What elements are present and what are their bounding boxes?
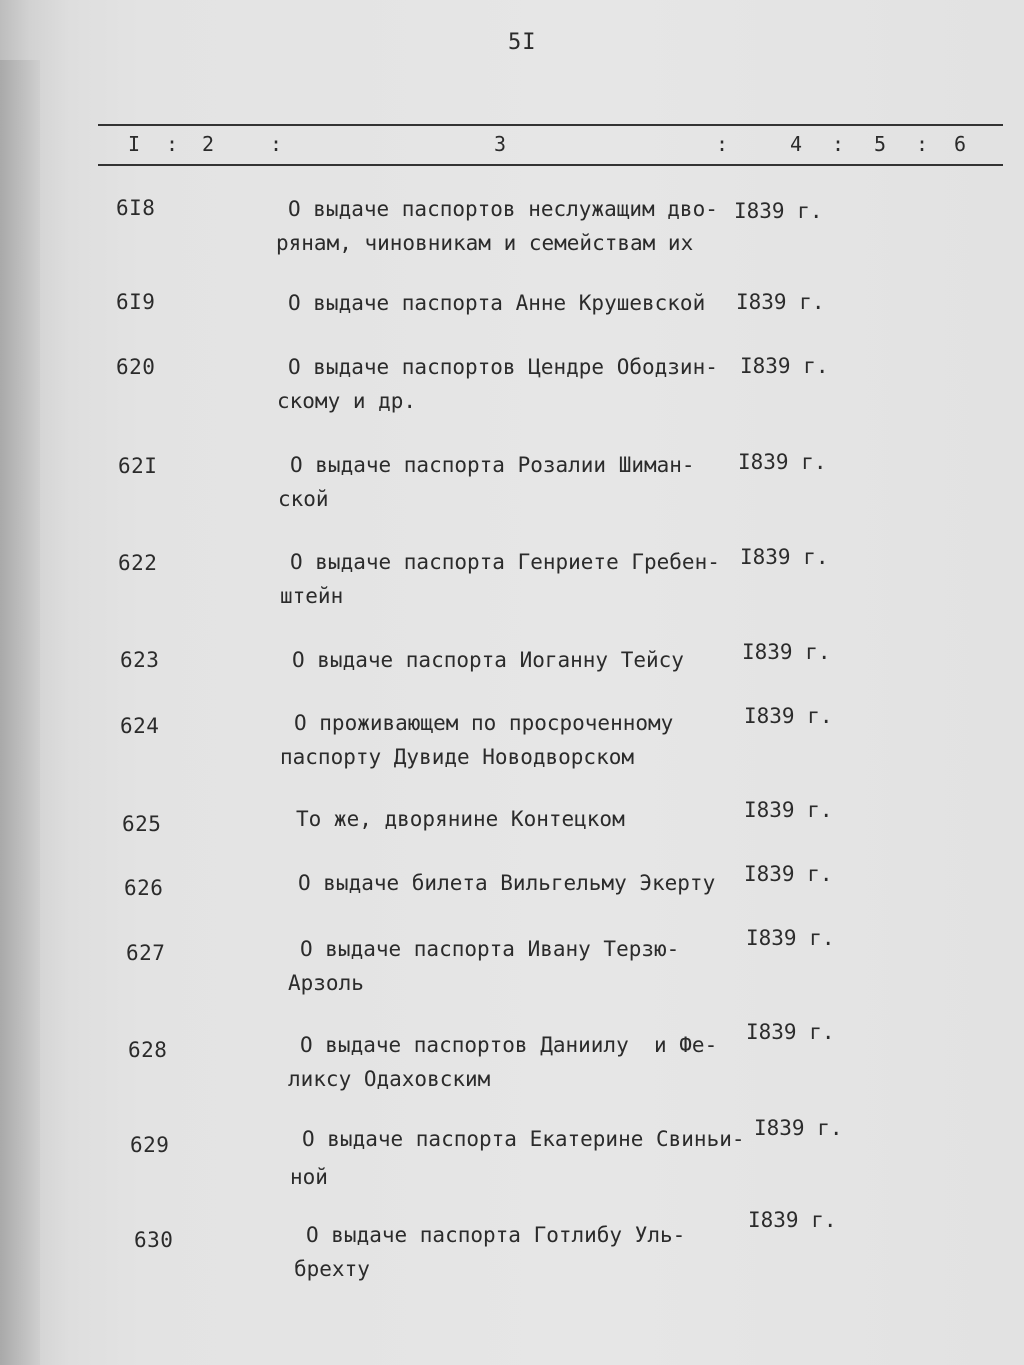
entry-year: I839 г.: [746, 926, 835, 950]
entry-number: 628: [128, 1038, 168, 1062]
entry-description-line1: О проживающем по просроченному: [294, 711, 674, 735]
entry-description-line1: О выдаче билета Вильгельму Экерту: [298, 871, 716, 895]
entry-description-line1: О выдаче паспорта Генриете Гребен-: [290, 550, 720, 574]
entry-number: 625: [122, 812, 162, 836]
header-separator: :: [166, 132, 179, 156]
entry-year: I839 г.: [736, 290, 825, 314]
entry-number: 622: [118, 551, 158, 575]
entry-year: I839 г.: [734, 199, 823, 223]
entry-description-line2: паспорту Дувиде Новодворском: [280, 745, 635, 769]
entry-description-line2: рянам, чиновникам и семействам их: [276, 231, 694, 255]
entry-number: 623: [120, 648, 160, 672]
entry-year: I839 г.: [740, 354, 829, 378]
header-col-3: 3: [494, 132, 507, 156]
entry-description-line1: О выдаче паспорта Анне Крушевской: [288, 291, 706, 315]
page-binding-edge: [0, 60, 40, 1365]
header-separator: :: [270, 132, 283, 156]
entry-number: 6I9: [116, 290, 156, 314]
header-col-6: 6: [954, 132, 967, 156]
entry-description-line2: штейн: [280, 584, 344, 608]
header-separator: :: [716, 132, 729, 156]
entry-year: I839 г.: [738, 450, 827, 474]
entry-year: I839 г.: [740, 545, 829, 569]
entry-description-line1: О выдаче паспорта Розалии Шиман-: [290, 453, 695, 477]
entry-year: I839 г.: [742, 640, 831, 664]
entry-year: I839 г.: [744, 704, 833, 728]
entry-description-line1: То же, дворянине Контецком: [296, 807, 625, 831]
entry-number: 6I8: [116, 196, 156, 220]
entry-number: 629: [130, 1133, 170, 1157]
entry-description-line1: О выдаче паспортов неслужащим дво-: [288, 197, 718, 221]
entry-description-line1: О выдаче паспортов Даниилу и Фе-: [300, 1033, 718, 1057]
entry-description-line1: О выдаче паспорта Готлибу Уль-: [306, 1223, 686, 1247]
entry-year: I839 г.: [748, 1208, 837, 1232]
page-number: 5I: [508, 30, 537, 55]
entry-description-line2: брехту: [294, 1257, 370, 1281]
header-top-rule: [98, 124, 1003, 126]
entry-year: I839 г.: [754, 1116, 843, 1140]
entry-description-line1: О выдаче паспорта Екатерине Свиньи-: [302, 1127, 745, 1151]
entry-number: 630: [134, 1228, 174, 1252]
header-col-1: I: [128, 132, 141, 156]
header-separator: :: [916, 132, 929, 156]
entry-number: 62I: [118, 454, 158, 478]
header-bottom-rule: [98, 164, 1003, 166]
entry-number: 627: [126, 941, 166, 965]
entry-year: I839 г.: [744, 798, 833, 822]
entry-description-line1: О выдаче паспорта Иоганну Тейсу: [292, 648, 684, 672]
entry-description-line2: Арзоль: [288, 971, 364, 995]
entry-description-line1: О выдаче паспорта Ивану Терзю-: [300, 937, 680, 961]
entry-description-line2: ской: [278, 487, 329, 511]
entry-year: I839 г.: [746, 1020, 835, 1044]
entry-description-line1: О выдаче паспортов Цендре Ободзин-: [288, 355, 718, 379]
header-separator: :: [832, 132, 845, 156]
entry-number: 620: [116, 355, 156, 379]
entry-description-line2: ликсу Одаховским: [288, 1067, 491, 1091]
entry-year: I839 г.: [744, 862, 833, 886]
header-col-5: 5: [874, 132, 887, 156]
entry-description-line2: ной: [290, 1165, 328, 1189]
header-col-4: 4: [790, 132, 803, 156]
entry-description-line2: скому и др.: [277, 389, 417, 413]
entry-number: 626: [124, 876, 164, 900]
entry-number: 624: [120, 714, 160, 738]
header-col-2: 2: [202, 132, 215, 156]
